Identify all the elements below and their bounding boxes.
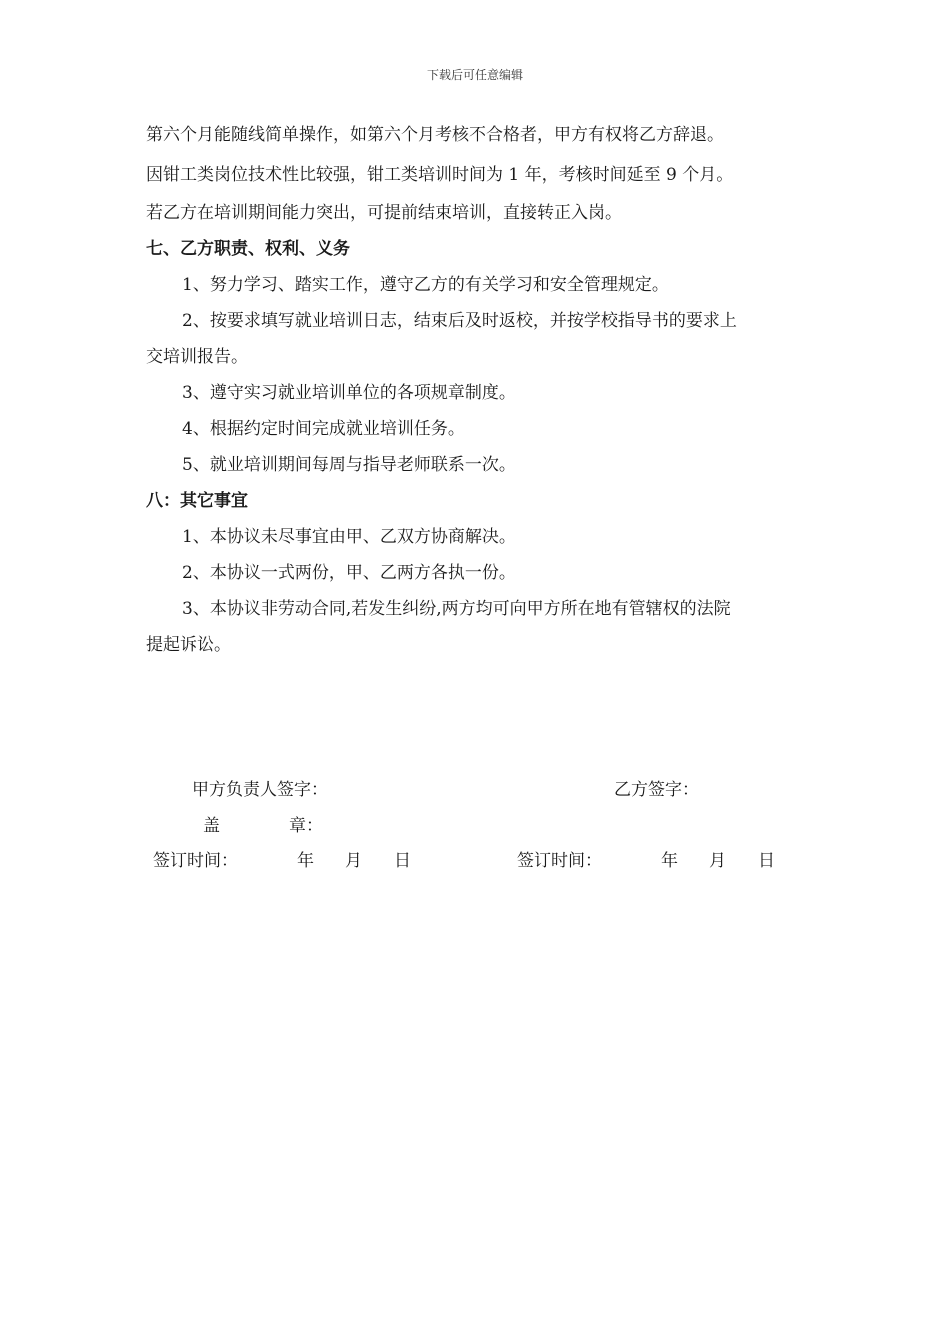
section-7-heading: 七、乙方职责、权利、义务 — [146, 239, 350, 259]
body-line-2: 因钳工类岗位技术性比较强，钳工类培训时间为 1 年，考核时间延至 9 个月。 — [146, 165, 734, 185]
header-note: 下载后可任意编辑 — [426, 68, 523, 82]
party-b-year: 年 — [661, 851, 678, 871]
party-a-month: 月 — [345, 851, 362, 871]
party-b-month: 月 — [709, 851, 726, 871]
body-line-3: 若乙方在培训期间能力突出，可提前结束培训，直接转正入岗。 — [146, 203, 622, 223]
section-7-item-1: 1、努力学习、踏实工作，遵守乙方的有关学习和安全管理规定。 — [182, 275, 669, 295]
seal-label-char-1: 盖 — [203, 816, 220, 836]
section-8-item-3: 3、本协议非劳动合同,若发生纠纷,两方均可向甲方所在地有管辖权的法院 — [182, 599, 731, 619]
party-b-sign-time-label: 签订时间： — [517, 851, 602, 871]
section-7-item-3: 3、遵守实习就业培训单位的各项规章制度。 — [182, 383, 516, 403]
section-7-item-4: 4、根据约定时间完成就业培训任务。 — [182, 419, 465, 439]
section-7-item-2: 2、按要求填写就业培训日志，结束后及时返校，并按学校指导书的要求上 — [182, 311, 737, 331]
party-a-year: 年 — [297, 851, 314, 871]
section-7-item-2-cont: 交培训报告。 — [146, 347, 248, 367]
section-7-item-5: 5、就业培训期间每周与指导老师联系一次。 — [182, 455, 516, 475]
party-a-signature-label: 甲方负责人签字： — [192, 780, 328, 800]
party-b-signature-label: 乙方签字： — [614, 780, 699, 800]
section-8-item-1: 1、本协议未尽事宜由甲、乙双方协商解决。 — [182, 527, 516, 547]
party-b-day: 日 — [758, 851, 775, 871]
seal-label-char-2: 章： — [289, 816, 323, 836]
section-8-heading: 八：其它事宜 — [146, 491, 248, 511]
section-8-item-2: 2、本协议一式两份，甲、乙两方各执一份。 — [182, 563, 516, 583]
section-8-item-3-cont: 提起诉讼。 — [146, 635, 231, 655]
party-a-sign-time-label: 签订时间： — [153, 851, 238, 871]
body-line-1: 第六个月能随线简单操作，如第六个月考核不合格者，甲方有权将乙方辞退。 — [146, 125, 724, 145]
party-a-day: 日 — [394, 851, 411, 871]
